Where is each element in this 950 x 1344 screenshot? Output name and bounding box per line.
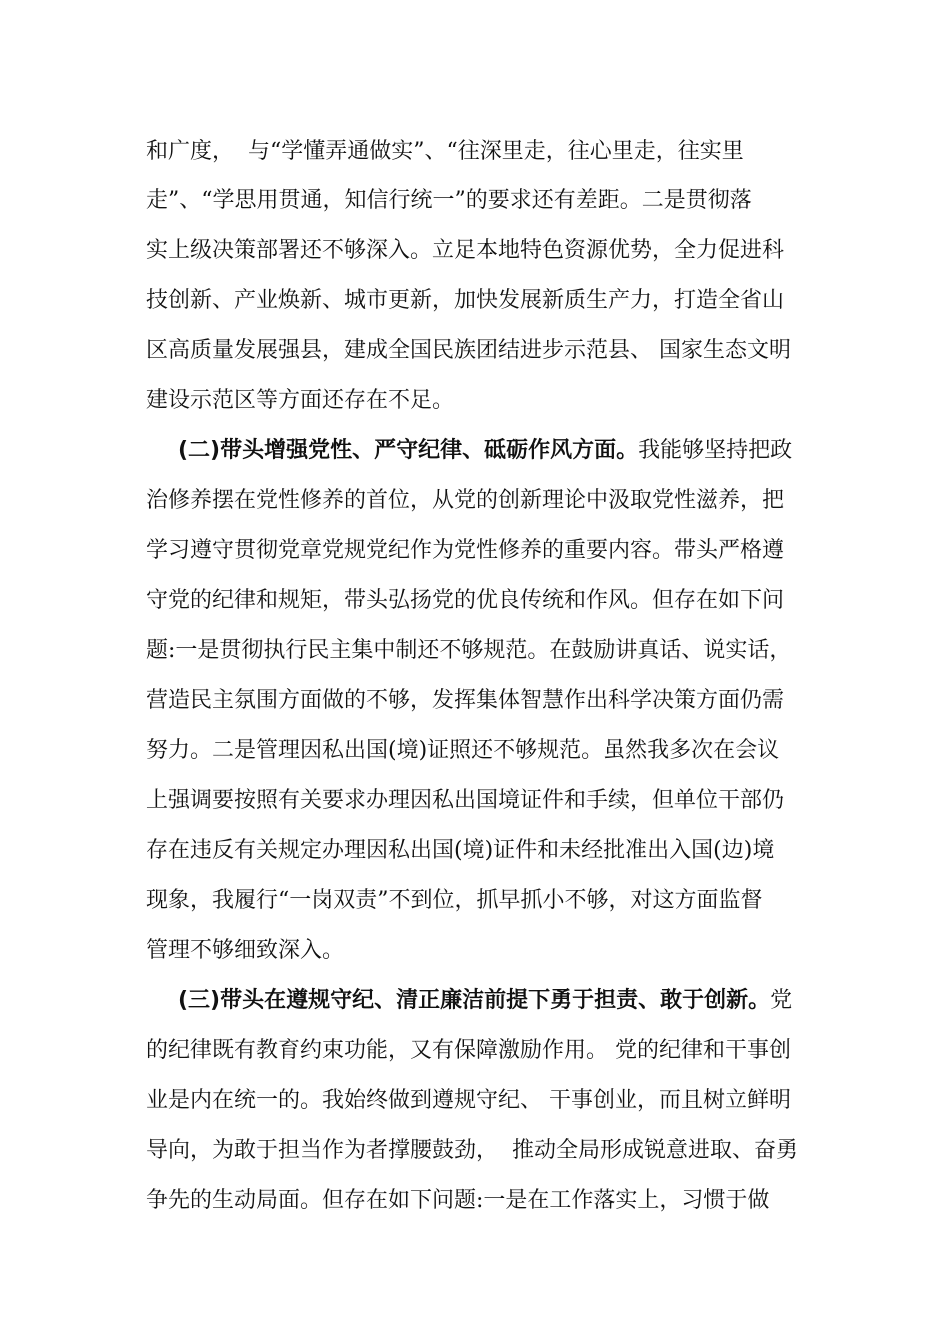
section-2-heading: (二)带头增强党性、严守纪律、砥砺作风方面。	[178, 438, 639, 463]
paragraph-line: 努力。二是管理因私出国(境)证照还不够规范。虽然我多次在会议	[146, 738, 780, 763]
paragraph-line: 的纪律既有教育约束功能，又有保障激励作用。 党的纪律和干事创	[146, 1038, 791, 1063]
section-3-first-line	[178, 986, 792, 1016]
section-2-first-line	[178, 436, 792, 466]
paragraph-line: 守党的纪律和规矩，带头弘扬党的优良传统和作风。但存在如下问	[146, 588, 785, 613]
section-2-text: 我能够坚持把政	[638, 438, 793, 463]
paragraph-line: 学习遵守贯彻党章党规党纪作为党性修养的重要内容。带头严格遵	[146, 538, 785, 563]
paragraph-line: 现象，我履行“一岗双责”不到位，抓早抓小不够，对这方面监督	[146, 888, 763, 913]
paragraph-line: 上强调要按照有关要求办理因私出国境证件和手续，但单位干部仍	[146, 788, 785, 813]
paragraph-line: 管理不够细致深入。	[146, 938, 345, 963]
paragraph-line: 业是内在统一的。我始终做到遵规守纪、 干事创业，而且树立鲜明	[146, 1088, 791, 1113]
paragraph-line: 走”、“学思用贯通，知信行统一”的要求还有差距。二是贯彻落	[146, 188, 752, 213]
paragraph-line: 技创新、产业焕新、城市更新，加快发展新质生产力，打造全省山	[146, 288, 785, 313]
paragraph-line: 建设示范区等方面还存在不足。	[146, 388, 455, 413]
paragraph-line: 营造民主氛围方面做的不够，发挥集体智慧作出科学决策方面仍需	[146, 688, 785, 713]
paragraph-line: 和广度， 与“学懂弄通做实”、“往深里走，往心里走，往实里	[146, 139, 744, 164]
paragraph-line: 争先的生动局面。但存在如下问题:一是在工作落实上，习惯于做	[146, 1188, 770, 1213]
section-3-text: 党	[770, 988, 793, 1013]
paragraph-line: 区高质量发展强县，建成全国民族团结进步示范县、 国家生态文明	[146, 338, 791, 363]
paragraph-line: 导向，为敢于担当作为者撑腰鼓劲， 推动全局形成锐意进取、奋勇	[146, 1138, 798, 1163]
section-3-heading: (三)带头在遵规守纪、清正廉洁前提下勇于担责、敢于创新。	[178, 988, 771, 1013]
paragraph-line: 治修养摆在党性修养的首位，从党的创新理论中汲取党性滋养，把	[146, 488, 785, 513]
paragraph-line: 题:一是贯彻执行民主集中制还不够规范。在鼓励讲真话、说实话，	[146, 638, 792, 663]
paragraph-line: 实上级决策部署还不够深入。立足本地特色资源优势，全力促进科	[146, 238, 785, 263]
paragraph-line: 存在违反有关规定办理因私出国(境)证件和未经批准出入国(边)境	[146, 838, 775, 863]
